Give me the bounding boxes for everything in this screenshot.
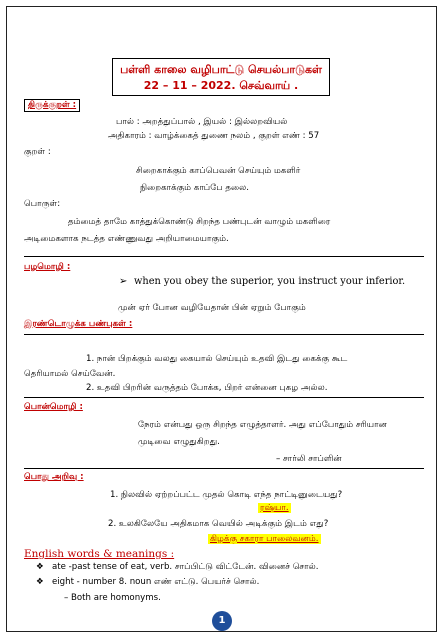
kural-label: குறள் : <box>24 147 51 157</box>
english-word-item-1: ate -past tense of eat, verb. சாப்பிட்டு விட்டேன். வினைச் சொல். <box>52 562 319 572</box>
golden-words-author: – சார்லி சாப்ளின் <box>276 454 342 464</box>
english-word-item-2: eight - number 8. noun எண் எட்டு. பெயர்ச் சொல். <box>52 577 260 587</box>
thirukkural-paal: பால் : அறத்துப்பால் , இயல் : இல்லறவியல் <box>116 117 288 127</box>
kural-line-2: நிறைகாக்கும் காப்பே தலை. <box>140 183 250 193</box>
virtue-item-2: 2. உதவி பிறரின் வருத்தம் போக்க, பிறர் என்னை புகழ அல்ல. <box>86 383 328 393</box>
english-bullet-2: ❖ <box>36 577 44 587</box>
english-words-note: – Both are homonyms. <box>64 593 161 603</box>
title-box <box>112 58 330 96</box>
thirukkural-heading: திருக்குறள் : <box>24 99 80 112</box>
title-line-2: 22 – 11 – 2022. செவ்வாய் . <box>143 79 299 92</box>
section-divider <box>24 334 424 335</box>
english-bullet-1: ❖ <box>36 562 44 572</box>
gk-answer-2 <box>208 534 321 545</box>
proverb-heading: பழமொழி : <box>24 262 71 272</box>
proverb-tamil: முன் ஏர் போன வழியேதான் பின் ஏறும் போகும் <box>118 303 306 313</box>
kural-line-1: சிறைகாக்கும் காப்பெவன் செய்யும் மகளிர் <box>136 166 301 176</box>
section-divider <box>24 468 424 469</box>
gk-heading: பொது அறிவு : <box>24 472 84 482</box>
meaning-line-2: அடிமைகளாக நடத்த எண்ணுவது அறியாமையாகும். <box>24 234 229 244</box>
gk-answer-2-highlight: கிழக்கு சகாரா பாலைவனம். <box>210 534 319 544</box>
virtue-item-1-line-1: 1. நான் பிறக்கும் வலது கையால் செய்யும் உதவி இடது கைக்கு கூட <box>86 354 348 364</box>
title-line-1: பள்ளி காலை வழிபாட்டு செயல்பாடுகள் <box>120 63 322 76</box>
golden-words-heading: பொன்மொழி : <box>24 402 83 412</box>
gk-question-2: 2. உலகிலேயே அதிகமாக வெயில் அடிக்கும் இடம் எது? <box>108 519 329 529</box>
golden-words-line-2: முடிவை எழுதுகிறது. <box>138 437 220 447</box>
proverb-english: when you obey the superior, you instruct your inferior. <box>134 276 406 287</box>
virtues-heading: இரண்டொழுக்க பண்புகள் : <box>24 319 133 329</box>
page-number-badge: 1 <box>212 611 232 631</box>
meaning-label: பொருள்: <box>24 199 61 209</box>
golden-words-line-1: நேரம் என்பது ஒரு சிறந்த எழுத்தாளர். அது எப்போதும் சரியான <box>138 420 387 430</box>
gk-answer-1 <box>258 503 291 514</box>
thirukkural-athikaram: அதிகாரம் : வாழ்க்கைத் துணை நலம் , குறள் எண் : 57 <box>108 131 320 141</box>
gk-answer-1-highlight: ரஷ்யா. <box>260 503 289 513</box>
meaning-line-1: தம்மைத் தாமே காத்துக்கொண்டு சிறந்த பண்புடன் வாழும் மகளிரை <box>68 217 331 227</box>
english-words-heading: English words & meanings : <box>24 548 175 560</box>
virtue-item-1-line-2: தெரியாமல் செய்வேன். <box>24 369 116 379</box>
section-divider <box>24 256 424 257</box>
gk-question-1: 1. நிலவில் ஏற்றப்பட்ட முதல் கொடி எந்த நாட்டினுடையது? <box>110 490 343 500</box>
section-divider <box>24 397 424 398</box>
proverb-bullet: ➢ <box>119 276 128 287</box>
